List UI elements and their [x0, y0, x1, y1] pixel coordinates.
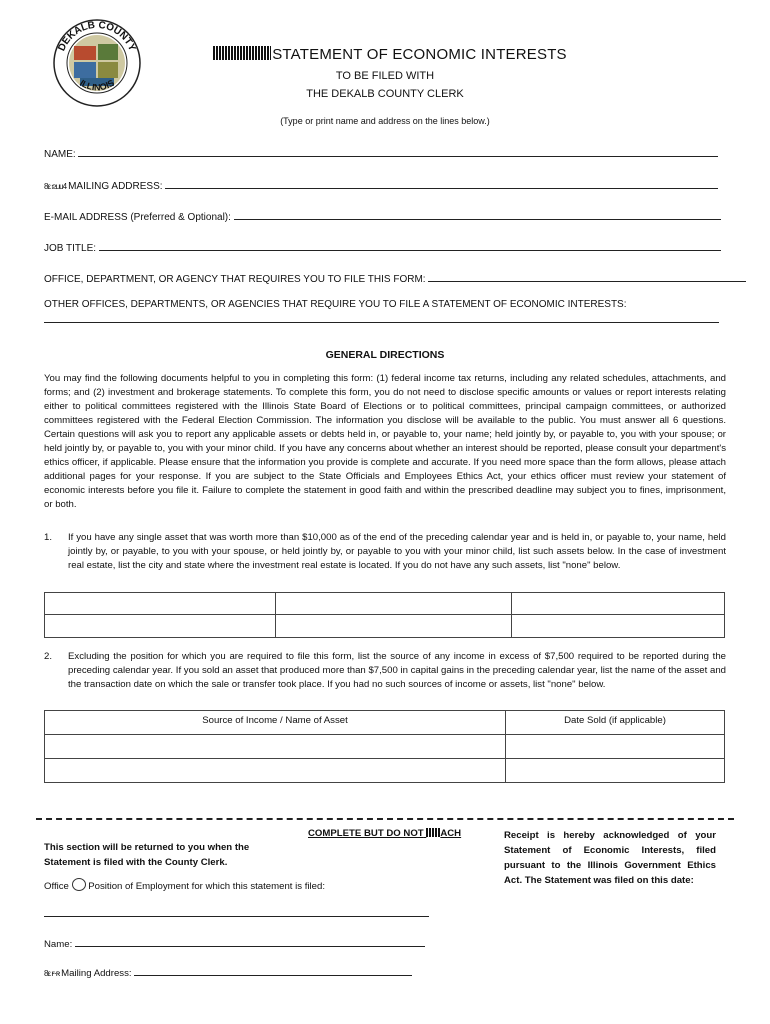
question-1-table [44, 592, 725, 638]
office-position-row [44, 878, 325, 892]
question-1-number: 1. [44, 532, 53, 543]
seal-bottom-text: ILLINOIS [78, 77, 116, 93]
question-1-text: If you have any single asset that was worth more than $10,000 as of the end of the preceding calendar year and is held in, or payable to, your name, held jointly by, or payable, to you with your spouse, or held jointly by, or payable to you with your minor child, list such assets below. In the case of investment real estate, list the city and state where the investment real estate is located. If you do not have any such assets, list "none" below. [68, 532, 726, 571]
job-field-row [44, 242, 721, 254]
name-input-line[interactable] [78, 148, 718, 157]
table-cell[interactable] [45, 735, 506, 759]
garbled-mark-icon [426, 828, 440, 837]
garbled-mark-icon [72, 878, 86, 891]
footer-mailing-row [44, 967, 412, 979]
table-cell[interactable] [45, 593, 276, 615]
office-post-label: Position of Employment for which this statement is filed: [88, 881, 325, 892]
office-pre-label: Office [44, 881, 69, 892]
table-cell[interactable] [506, 735, 725, 759]
email-input-line[interactable] [234, 211, 721, 220]
office-field-row [44, 273, 746, 285]
county-seal [52, 18, 142, 108]
name-label: NAME: [44, 149, 76, 160]
table-cell[interactable] [45, 759, 506, 783]
office-input-line[interactable] [428, 273, 746, 282]
table-cell[interactable] [45, 615, 276, 638]
office-position-input-line[interactable] [44, 916, 429, 917]
name-field-row [44, 148, 718, 160]
tear-off-dashed-line [36, 818, 734, 820]
other-offices-label: OTHER OFFICES, DEPARTMENTS, OR AGENCIES THAT REQUIRE YOU TO FILE A STATEMENT OF ECONOMIC INTERESTS: [44, 299, 627, 310]
table-header-source: Source of Income / Name of Asset [45, 711, 506, 735]
footer-name-label: Name: [44, 939, 73, 950]
mailing-label: MAILING ADDRESS: [68, 181, 163, 192]
footer-mailing-label: Mailing Address: [61, 968, 132, 979]
footer-name-row [44, 938, 425, 950]
garbled-mark-icon [213, 46, 271, 60]
instruction-hint: (Type or print name and address on the lines below.) [280, 116, 490, 126]
other-offices-input-line[interactable] [44, 322, 719, 323]
table-cell[interactable] [276, 593, 512, 615]
subtitle-line-1: TO BE FILED WITH [335, 70, 435, 82]
mailing-field-row [44, 180, 718, 192]
question-2-text: Excluding the position for which you are required to file this form, list the source of any income in excess of $7,500 required to be reported during the preceding calendar year. If you sold an asset that produced more than $7,500 in capital gains in the preceding calendar year, list the name of the asset and the transaction date on which the sale or transfer took place. If you had no such sources of income or assets, list "none" below. [68, 651, 726, 690]
table-cell[interactable] [512, 593, 725, 615]
receipt-acknowledgement: Receipt is hereby acknowledged of your Statement of Economic Interests, filed pursuant to the Illinois Government Ethics Act. The Statement was filed on this date: [504, 830, 716, 886]
complete-label: COMPLETE BUT DO NOT [308, 828, 424, 839]
garbled-glyph: 8ε ꜰ·ʀ [44, 969, 60, 978]
question-2-table [44, 710, 725, 783]
footer-mailing-input-line[interactable] [134, 967, 412, 976]
office-label: OFFICE, DEPARTMENT, OR AGENCY THAT REQUIRES YOU TO FILE THIS FORM: [44, 274, 426, 285]
form-title: STATEMENT OF ECONOMIC INTERESTS [272, 46, 567, 63]
mailing-input-line[interactable] [165, 180, 718, 189]
table-header-date: Date Sold (if applicable) [506, 711, 725, 735]
seal-top-text: DEKALB COUNTY [56, 19, 138, 53]
general-directions-body: You may find the following documents helpful to you in completing this form: (1) federal income tax returns, including any related schedules, attachments, and forms; and (2) investment and brokerage statements. To complete this form, you do not need to disclose specific amounts or values or report interests relating either to political committees registered with the Illinois State Board of Elections or to political committees, principal campaign committees, or authorized committees registered with the Federal Election Commission. The information you disclose will be available to the public. You must answer all 6 questions. Certain questions will ask you to report any applicable assets or debts held in, or payable to, your name; held jointly by, or payable to, you with your spouse; or held jointly by, or payable to, you with your minor child. If you have any concerns about whether an interest should be reported, please consult your department's ethics officer, if applicable. Please ensure that the information you provide is complete and accurate. If you need more space than the form allows, please attach additional pages for your response. If you are subject to the State Officials and Employees Ethics Act, your ethics officer must review your statement of economic interests before you file it. Failure to complete the statement in good faith and within the prescribed deadline may subject you to fines, imprisonment, or both. [44, 373, 726, 510]
complete-label-end: ACH [440, 828, 462, 839]
table-cell[interactable] [276, 615, 512, 638]
job-label: JOB TITLE: [44, 243, 97, 254]
table-cell[interactable] [512, 615, 725, 638]
returned-section-note: This section will be returned to you when the Statement is filed with the County Clerk. [44, 842, 250, 868]
do-not-detach-notice [308, 828, 461, 839]
job-input-line[interactable] [99, 242, 721, 251]
form-title-block [200, 46, 580, 63]
table-cell[interactable] [506, 759, 725, 783]
subtitle-line-2: THE DEKALB COUNTY CLERK [306, 88, 464, 100]
footer-name-input-line[interactable] [75, 938, 425, 947]
general-directions-heading: GENERAL DIRECTIONS [325, 349, 445, 361]
garbled-glyph: 8ε ຂuu4 [44, 182, 67, 191]
question-2-number: 2. [44, 651, 53, 662]
email-field-row [44, 211, 721, 223]
email-label: E-MAIL ADDRESS (Preferred & Optional): [44, 212, 231, 223]
